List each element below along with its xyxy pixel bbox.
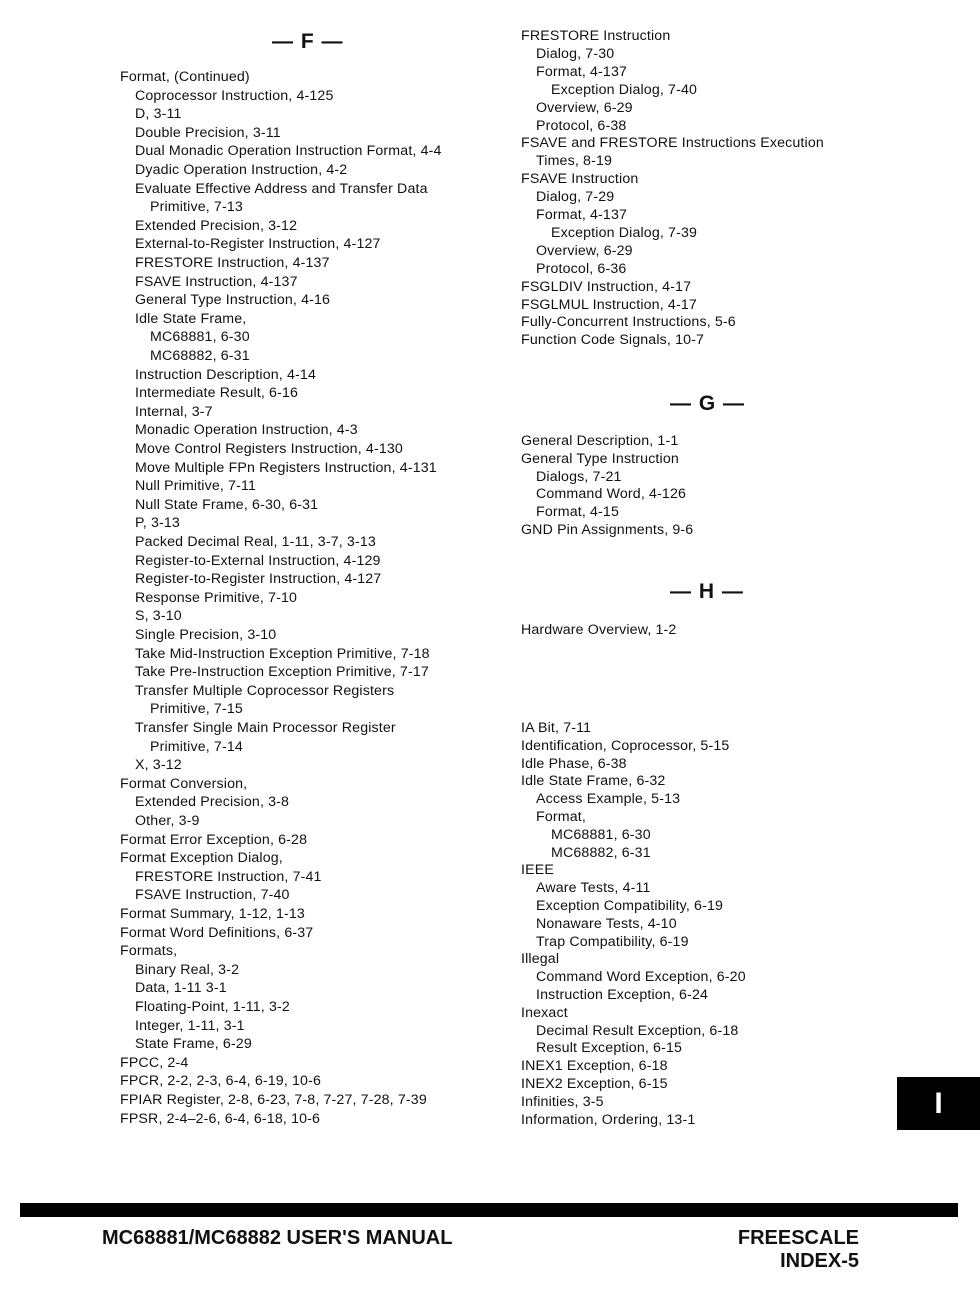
manual-title: MC68881/MC68882 USER'S MANUAL — [102, 1227, 453, 1249]
index-entry: Decimal Result Exception, 6-18 — [536, 1022, 739, 1039]
index-entry: External-to-Register Instruction, 4-127 — [135, 236, 381, 253]
index-entry: Null Primitive, 7-11 — [135, 478, 256, 495]
index-entry: MC68881, 6-30 — [551, 826, 651, 843]
index-entry: Idle State Frame, — [135, 310, 247, 327]
footer-brand-block — [738, 1227, 859, 1273]
index-entry: Command Word Exception, 6-20 — [536, 969, 746, 986]
index-entry: FRESTORE Instruction, 4-137 — [135, 255, 330, 271]
index-entry: FPCC, 2-4 — [120, 1054, 189, 1071]
index-entry: Trap Compatibility, 6-19 — [536, 933, 689, 950]
index-entry: Protocol, 6-38 — [536, 117, 627, 134]
index-entry: Fully-Concurrent Instructions, 5-6 — [521, 314, 736, 331]
index-entry: Aware Tests, 4-11 — [536, 880, 651, 897]
index-entry: Binary Real, 3-2 — [135, 961, 240, 978]
index-entry: GND Pin Assignments, 9-6 — [521, 522, 694, 538]
index-entry: Move Multiple FPn Registers Instruction, 4-131 — [135, 459, 437, 476]
index-entry: FRESTORE Instruction — [521, 28, 671, 44]
index-entry: FSAVE Instruction, 7-40 — [135, 887, 290, 904]
index-entry: Information, Ordering, 13-1 — [521, 1111, 696, 1128]
index-entry: P, 3-13 — [135, 515, 180, 532]
index-entry: Command Word, 4-126 — [536, 486, 687, 503]
index-entry: Idle Phase, 6-38 — [521, 755, 627, 772]
index-entry: Hardware Overview, 1-2 — [521, 622, 677, 638]
index-entry: Primitive, 7-14 — [150, 738, 243, 755]
index-entry: FSAVE Instruction — [521, 171, 639, 188]
section-heading-g: — G — — [670, 392, 746, 415]
index-entry: Inexact — [521, 1004, 568, 1021]
index-entry: Packed Decimal Real, 1-11, 3-7, 3-13 — [135, 534, 376, 550]
index-entry: General Type Instruction, 4-16 — [135, 292, 331, 309]
index-entry: FSAVE and FRESTORE Instructions Execution — [521, 135, 824, 152]
index-entry: MC68882, 6-31 — [551, 844, 651, 861]
index-entry: Other, 3-9 — [135, 813, 200, 829]
index-entry: Exception Dialog, 7-40 — [551, 81, 698, 98]
page-number: INDEX-5 — [780, 1250, 859, 1272]
index-entry: Access Example, 5-13 — [536, 791, 681, 808]
index-entry: Format, (Continued) — [120, 69, 250, 85]
index-entry: Format, — [536, 809, 586, 825]
index-entry: FSAVE Instruction, 4-137 — [135, 273, 298, 290]
index-entry: Format Error Exception, 6-28 — [120, 831, 308, 848]
index-entry: Null State Frame, 6-30, 6-31 — [135, 496, 319, 513]
index-entry: General Description, 1-1 — [521, 433, 679, 449]
index-entry: D, 3-11 — [135, 106, 182, 123]
index-entry: Transfer Multiple Coprocessor Registers — [135, 682, 395, 699]
index-entry: S, 3-10 — [135, 608, 182, 625]
index-entry: Format Word Definitions, 6-37 — [120, 924, 314, 941]
index-entry: INEX2 Exception, 6-15 — [521, 1076, 668, 1092]
index-entry: Transfer Single Main Processor Register — [135, 720, 396, 736]
index-entry: State Frame, 6-29 — [135, 1036, 252, 1053]
section-heading-h: — H — — [670, 580, 744, 603]
index-entry: Primitive, 7-15 — [150, 701, 243, 718]
index-entry: MC68882, 6-31 — [150, 348, 250, 364]
index-entry: Integer, 1-11, 3-1 — [135, 1017, 245, 1034]
index-entry: Take Pre-Instruction Exception Primitive, 7-17 — [135, 664, 429, 681]
index-entry: Formats, — [120, 943, 178, 960]
index-entry: Illegal — [521, 951, 560, 968]
index-entry: Format, 4-15 — [536, 504, 620, 521]
index-entry: Format Conversion, — [120, 775, 248, 792]
index-entry: Instruction Exception, 6-24 — [536, 987, 709, 1003]
index-entry: Protocol, 6-36 — [536, 260, 627, 277]
index-entry: Overview, 6-29 — [536, 99, 633, 116]
index-entry: Function Code Signals, 10-7 — [521, 332, 705, 349]
index-entry: Dialog, 7-30 — [536, 45, 615, 62]
index-entry: FPCR, 2-2, 2-3, 6-4, 6-19, 10-6 — [120, 1073, 321, 1090]
index-entry: IEEE — [521, 862, 554, 879]
index-entry: General Type Instruction — [521, 450, 679, 467]
index-entry: Move Control Registers Instruction, 4-130 — [135, 441, 403, 457]
index-entry: Dual Monadic Operation Instruction Format, 4-4 — [135, 143, 442, 160]
index-entry: Identification, Coprocessor, 5-15 — [521, 737, 730, 754]
index-entry: Intermediate Result, 6-16 — [135, 385, 299, 402]
index-entry: Coprocessor Instruction, 4-125 — [135, 87, 334, 104]
index-entry: MC68881, 6-30 — [150, 329, 250, 346]
index-entry: Double Precision, 3-11 — [135, 124, 281, 141]
index-entry: FRESTORE Instruction, 7-41 — [135, 868, 322, 885]
index-entry: Format Exception Dialog, — [120, 850, 283, 867]
section-heading-f: — F — — [272, 30, 344, 53]
index-entry: Single Precision, 3-10 — [135, 627, 277, 643]
index-entry: Data, 1-11 3-1 — [135, 980, 227, 997]
index-entry: Format, 4-137 — [536, 207, 628, 223]
index-entry: Response Primitive, 7-10 — [135, 589, 298, 606]
index-entry: Format Summary, 1-12, 1-13 — [120, 906, 305, 922]
index-entry: Result Exception, 6-15 — [536, 1040, 683, 1057]
index-entry: Exception Compatibility, 6-19 — [536, 898, 724, 914]
footer-rule — [20, 1203, 958, 1217]
index-entry: FPSR, 2-4–2-6, 6-4, 6-18, 10-6 — [120, 1110, 321, 1127]
index-entry: FSGLMUL Instruction, 4-17 — [521, 296, 697, 313]
index-entry: Times, 8-19 — [536, 153, 613, 170]
index-entry: FPIAR Register, 2-8, 6-23, 7-8, 7-27, 7-28, 7-39 — [120, 1092, 427, 1108]
index-entry: INEX1 Exception, 6-18 — [521, 1058, 668, 1075]
index-entry: Exception Dialog, 7-39 — [551, 224, 698, 241]
index-entry: Idle State Frame, 6-32 — [521, 773, 666, 790]
brand-name: FREESCALE — [737, 1227, 859, 1249]
index-entry: Dialogs, 7-21 — [536, 468, 622, 485]
index-entry: Register-to-External Instruction, 4-129 — [135, 552, 381, 569]
index-entry: Dyadic Operation Instruction, 4-2 — [135, 162, 348, 178]
index-entry: Overview, 6-29 — [536, 242, 633, 259]
index-section-tab: I — [897, 1077, 980, 1130]
index-entry: X, 3-12 — [135, 757, 182, 774]
index-entry: Take Mid-Instruction Exception Primitive, 7-18 — [135, 645, 430, 662]
index-entry: Infinities, 3-5 — [521, 1093, 604, 1110]
index-entry: Evaluate Effective Address and Transfer Data — [135, 180, 428, 197]
index-entry: Dialog, 7-29 — [536, 189, 615, 206]
index-entry: Floating-Point, 1-11, 3-2 — [135, 999, 290, 1015]
index-entry: Instruction Description, 4-14 — [135, 366, 316, 383]
index-entry: Extended Precision, 3-12 — [135, 217, 298, 234]
index-entry: Primitive, 7-13 — [150, 199, 243, 216]
index-entry: IA Bit, 7-11 — [521, 720, 592, 736]
index-entry: FSGLDIV Instruction, 4-17 — [521, 278, 692, 295]
index-entry: Extended Precision, 3-8 — [135, 794, 290, 811]
index-entry: Register-to-Register Instruction, 4-127 — [135, 571, 382, 588]
index-entry: Format, 4-137 — [536, 63, 628, 80]
index-entry: Monadic Operation Instruction, 4-3 — [135, 422, 358, 439]
index-entry: Internal, 3-7 — [135, 403, 213, 420]
index-entry: Nonaware Tests, 4-10 — [536, 915, 677, 932]
